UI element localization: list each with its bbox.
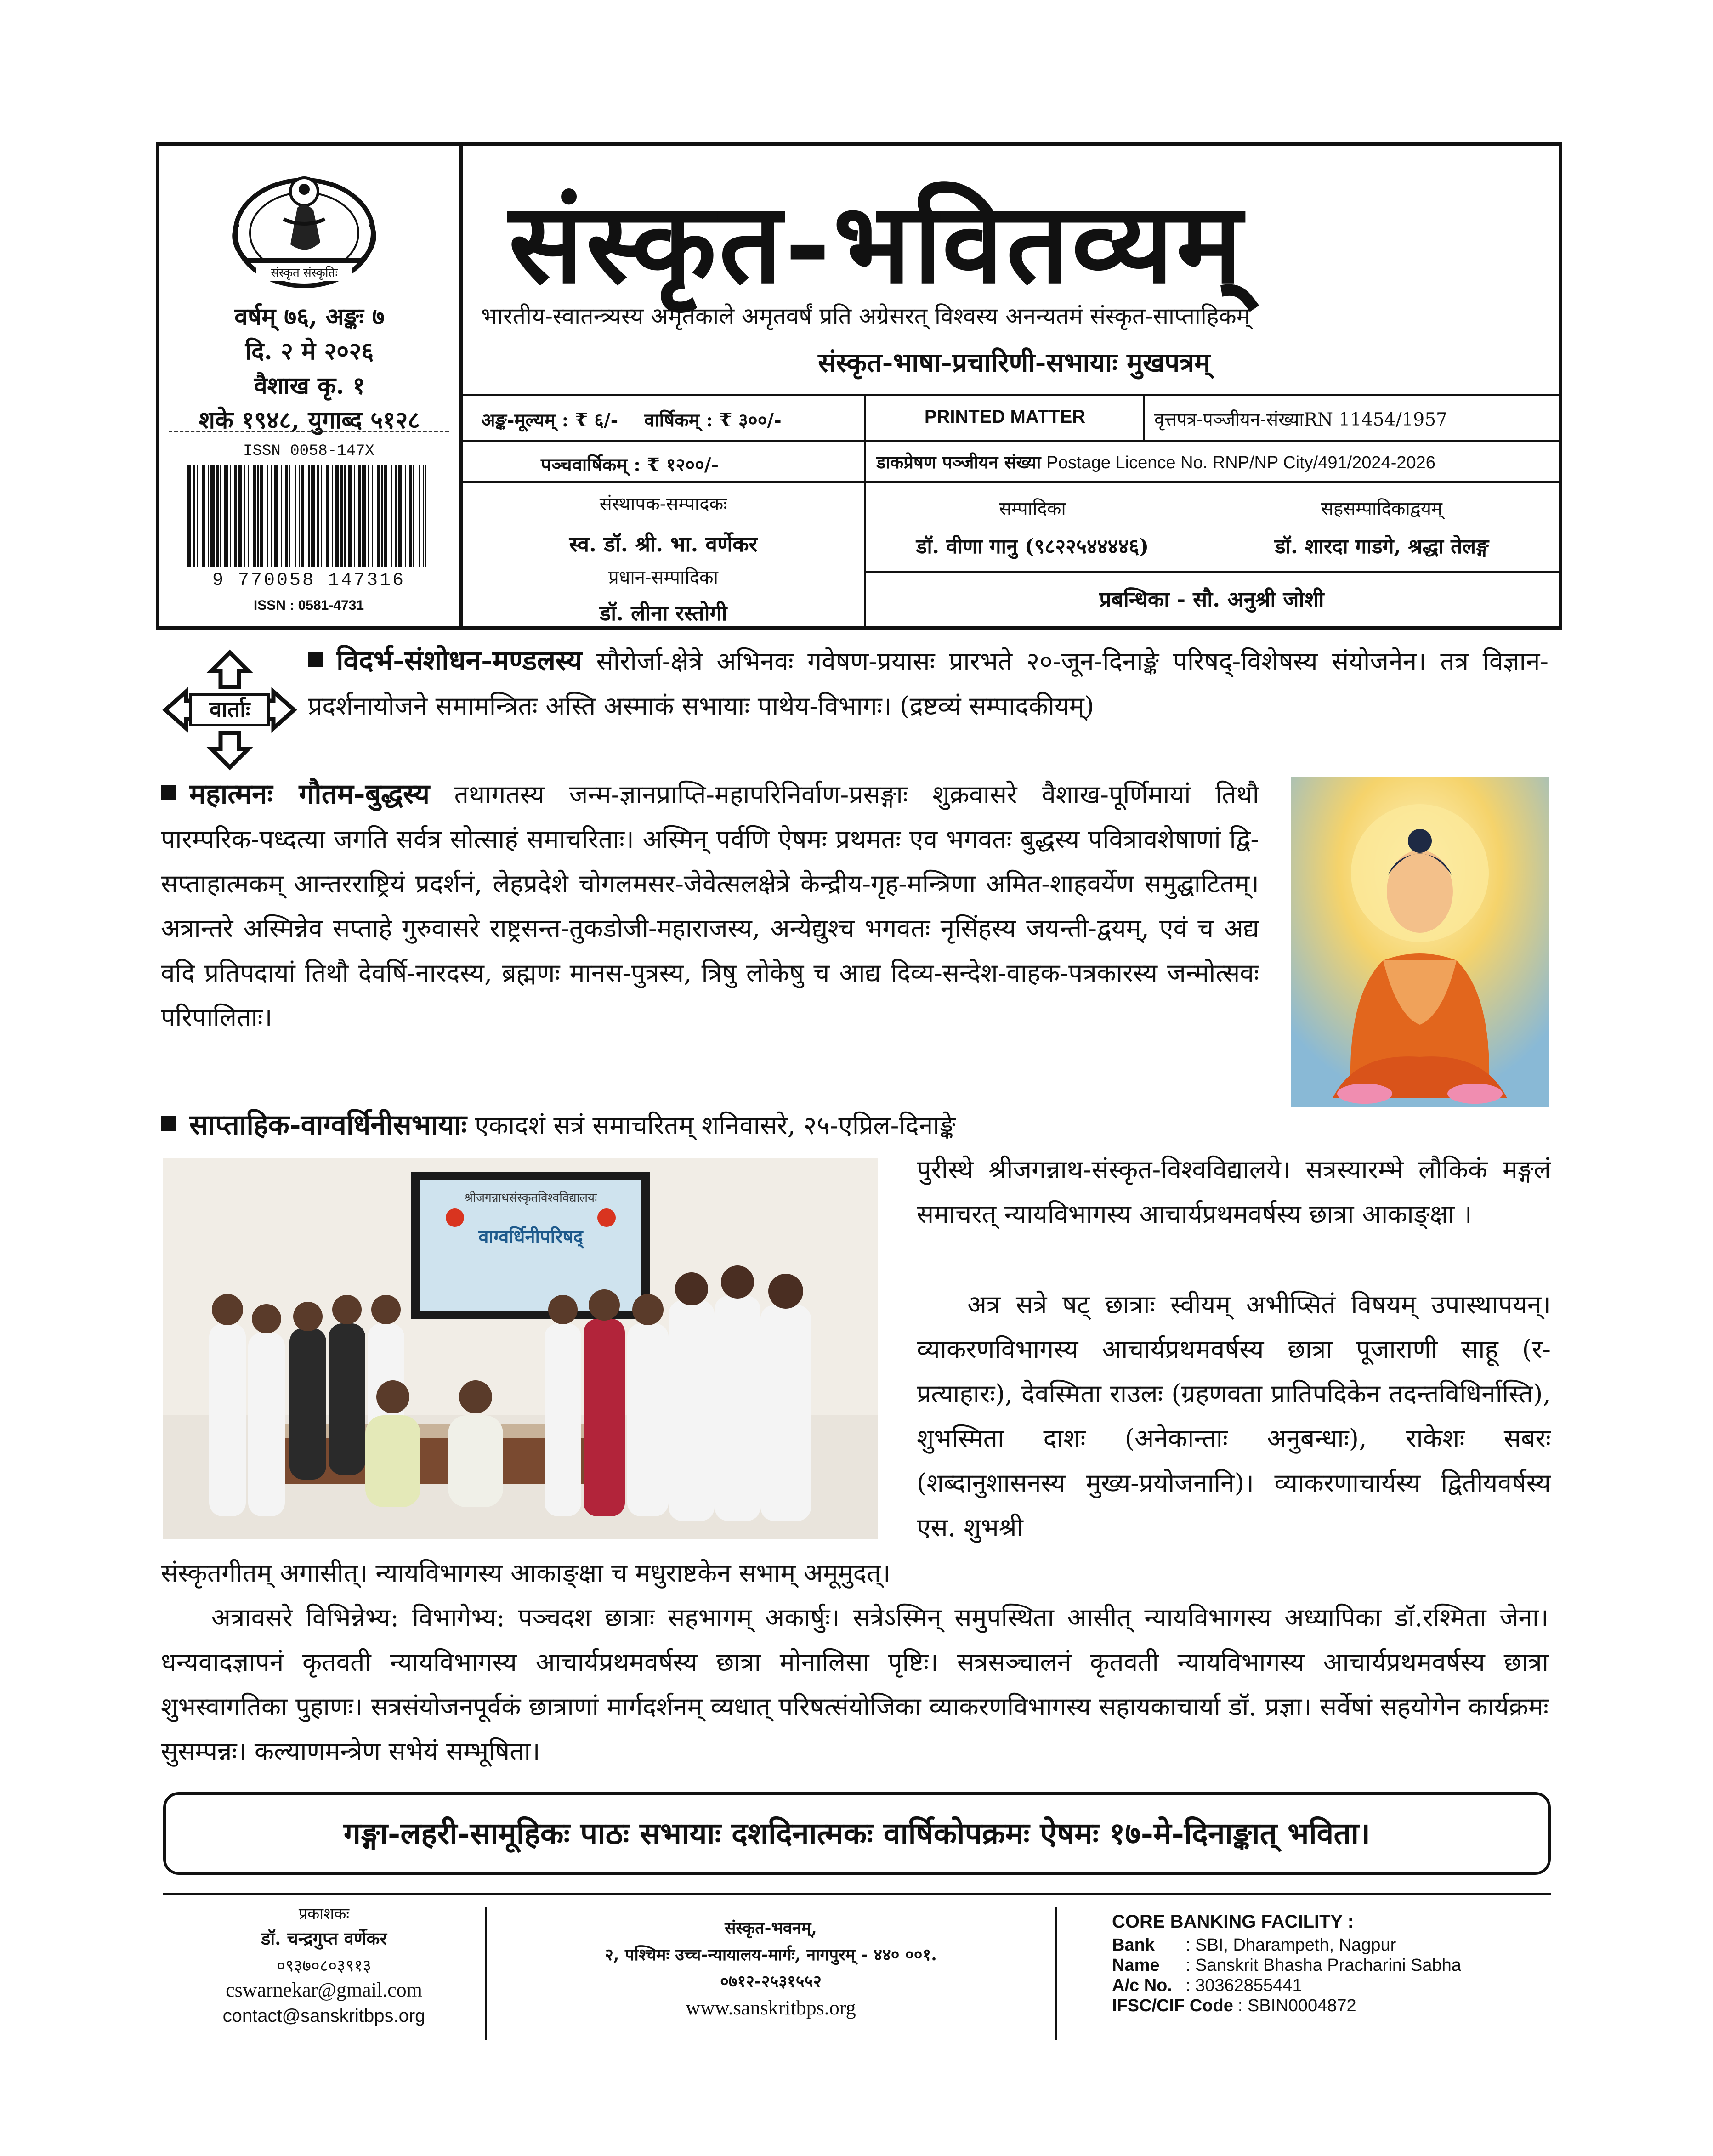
barcode-bar (354, 465, 355, 567)
issue-era: शके १९४८, युगाब्द ५१२८ (199, 406, 420, 434)
bank-row-value: : SBIN0004872 (1237, 1996, 1356, 2015)
grid-line (459, 481, 1562, 483)
registration-number: वृत्तपत्र-पञ्जीयन-संख्याRN 11454/1957 (1154, 409, 1447, 430)
issue-price: अङ्क-मूल्यम् : ₹ ६/- (481, 409, 618, 431)
barcode-bar (384, 465, 387, 567)
news-item-3-side-1: पुरीस्थे श्रीजगन्नाथ-संस्कृत-विश्वविद्यालये। सत्रस्यारम्भे लौकिकं मङ्गलं समाचरत् न्यायविभागस्य आचार्यप्रथमवर्षस्य छात्रा आकाङ्क्षा । (917, 1155, 1551, 1229)
bank-row (1112, 1956, 1461, 1975)
barcode-bar (253, 465, 256, 567)
barcode-bar (193, 465, 195, 567)
manager: प्रबन्धिका - सौ. अनुश्री जोशी (1099, 587, 1324, 612)
barcode-bar (299, 465, 300, 567)
office-name: संस्कृत-भवनम्, (725, 1918, 817, 1938)
five-year-price: पञ्चवार्षिकम् : ₹ १२००/- (541, 454, 719, 476)
barcode-bar (413, 465, 414, 567)
issue-month: वैशाख कृ. १ (254, 372, 365, 400)
chief-editor-name: डॉ. लीना रस्तोगी (599, 601, 727, 625)
bank-row-label: Bank (1112, 1935, 1155, 1955)
barcode-number: 9 770058 147316 (212, 570, 406, 591)
barcode-bar (224, 465, 228, 567)
buddha-image (1291, 777, 1549, 1107)
editor-name: डॉ. वीणा गानु (९८२२५४४४४६) (916, 535, 1149, 558)
news-item-2-body: तथागतस्य जन्म-ज्ञानप्राप्ति-महापरिनिर्वाण-प्रसङ्गाः शुक्रवासरे वैशाख-पूर्णिमायां तिथौ पारम्परिक-पध्दत्या जगति सर्वत्र सोत्साहं समाचरिताः। अस्मिन् पर्वणि ऐषमः प्रथमतः एव भगवतः बुद्धस्य पवित्रावशेषाणां द्वि-सप्ताहात्मकम् आन्तरराष्ट्रियं प्रदर्शनं, लेहप्रदेशे चोगलमसर-जेवेत्सलक्षेत्रे केन्द्रीय-गृह-मन्त्रिणा अमित-शाहवर्येण समुद्घाटितम्। अत्रान्तरे अस्मिन्नेव सप्ताहे गुरुवासरे राष्ट्रसन्त-तुकडोजी-महाराजस्य, अन्येद्युश्च भगवतः नृसिंहस्य जयन्ती-द्वयम्, एवं च अद्य वदि प्रतिपदायां तिथौ देवर्षि-नारदस्य, ब्रह्मणः मानस-पुत्रस्य, त्रिषु लोकेषु च आद्य दिव्य-सन्देश-वाहक-पत्रकारस्य जन्मोत्सवः परिपालिताः। (161, 780, 1259, 1032)
barcode-bar (271, 465, 272, 567)
barcode-bar (285, 465, 288, 567)
bank-row-label: Name (1112, 1956, 1160, 1975)
news-item-3-full-1: संस्कृतगीतम् अगासीत्। न्यायविभागस्य आकाङ्क्षा च मधुराष्टकेन सभाम् अमूमुदत्। (161, 1558, 891, 1588)
publisher-email-2[interactable]: contact@sanskritbps.org (222, 2006, 425, 2026)
footer-column-divider (1055, 1907, 1057, 2040)
grid-line (864, 394, 866, 626)
barcode-bar (409, 465, 412, 567)
barcode-bar (348, 465, 352, 567)
newspaper-title: संस्कृत-भवितव्यम् (509, 178, 1245, 308)
publisher-label: प्रकाशकः (298, 1905, 350, 1923)
bank-row (1112, 1935, 1396, 1955)
sabha-emblem-icon (228, 164, 380, 297)
grid-line (864, 571, 1562, 573)
news-item-3-lead (161, 1103, 1549, 1148)
postage-licence: Postage Licence No. RNP/NP City/491/2024-2026 (1046, 453, 1435, 472)
barcode-bar (340, 465, 343, 567)
barcode-bar (230, 465, 231, 567)
barcode-bar (202, 465, 205, 567)
publisher-email-1[interactable]: cswarnekar@gmail.com (226, 1979, 422, 2001)
svg-text:संस्कृत संस्कृतिः: संस्कृत संस्कृतिः (271, 266, 338, 280)
barcode-bar (419, 465, 420, 567)
barcode-bar (208, 465, 209, 567)
news-item-3-heading: साप्ताहिक-वाग्वर्धिनीसभायाः (189, 1109, 467, 1141)
announcement-banner (163, 1792, 1551, 1875)
barcode-bar (335, 465, 339, 567)
barcode-bar (395, 465, 397, 567)
chief-editor-label: प्रधान-सम्पादिका (608, 567, 718, 588)
barcode-bar (216, 465, 219, 567)
news-item-1-intro (308, 639, 1549, 728)
barcode-bar (425, 465, 426, 567)
barcode-bar (344, 465, 346, 567)
news-item-1-body: सौरोर्जा-क्षेत्रे अभिनवः गवेषण-प्रयासः प्रारभते २०-जून-दिनाङ्के परिषद्-विशेषस्य संयोजनेन। तत्र विज्ञान-प्रदर्शनायोजने समामन्त्रितः अस्ति अस्माकं सभायाः पाथेय-विभागः। (द्रष्टव्यं सम्पादकीयम्) (308, 647, 1549, 721)
bank-row-value: : SBI, Dharampeth, Nagpur (1185, 1935, 1396, 1955)
barcode-bar (281, 465, 282, 567)
barcode-bars (187, 465, 426, 567)
office-phone: ०७१२-२५३१५५२ (720, 1972, 822, 1991)
barcode-bar (423, 465, 424, 567)
bank-row-label: IFSC/CIF Code (1112, 1996, 1233, 2015)
barcode-bar (368, 465, 369, 567)
publisher-name: डॉ. चन्द्रगुप्त वर्णेकर (261, 1928, 387, 1949)
news-item-3-side-2-text: अत्र सत्रे षट् छात्राः स्वीयम् अभीप्सितं विषयम् उपास्थापयन्। व्याकरणविभागस्य आचार्यप्रथमवर्षस्य छात्रा पूजाराणी साहू (र-प्रत्याहारः), देवस्मिता राउलः (ग्रहणवता प्रातिपदिकेन तदन्तविधिर्नास्ति), शुभस्मिता दाशः (अनेकान्ताः अनुबन्धाः), राकेशः सबरः (शब्दानुशासनस्य मुख्य-प्रयोजनानि)। व्याकरणाचार्यस्य द्वितीयवर्षस्य एस. शुभश्री (917, 1290, 1551, 1542)
bank-row-label: A/c No. (1112, 1976, 1172, 1995)
photo-screen-line2: वाग्वर्धिनीपरिषद् (478, 1226, 583, 1248)
news-item-2 (161, 772, 1259, 1040)
barcode-bar (311, 465, 315, 567)
issn-bottom: ISSN : 0581-4731 (253, 598, 364, 613)
barcode-bar (358, 465, 361, 567)
masthead-left-column (159, 146, 463, 626)
barcode-bar (197, 465, 198, 567)
bank-row-value: : Sanskrit Bhasha Pracharini Sabha (1185, 1956, 1461, 1975)
grid-line (459, 394, 1562, 396)
varta-news-icon (161, 648, 299, 772)
barcode-bar (391, 465, 392, 567)
barcode-bar (381, 465, 383, 567)
founder-label: संस्थापक-सम्पादकः (599, 494, 727, 515)
barcode-bar (398, 465, 402, 567)
news-item-3-lead-text: एकादशं सत्रं समाचरितम् शनिवासरे, २५-एप्रिल-दिनाङ्के (475, 1111, 956, 1140)
barcode-bar (317, 465, 319, 567)
barcode-bar (187, 465, 191, 567)
grid-line (459, 440, 1562, 442)
tagline: भारतीय-स्वातन्त्र्यस्य अमृतकाले अमृतवर्षं प्रति अग्रेसरत् विश्वस्य अनन्यतमं संस्कृत-साप्ताहिकम् (481, 303, 1250, 329)
barcode-bar (326, 465, 329, 567)
barcode-bar (308, 465, 310, 567)
barcode-bar (260, 465, 263, 567)
publisher-phone: ०९३७०८०३९१३ (277, 1957, 371, 1975)
barcode-bar (362, 465, 366, 567)
news-item-2-heading: महात्मनः गौतम-बुद्धस्य (189, 778, 430, 810)
subtitle: संस्कृत-भाषा-प्रचारिणी-सभायाः मुखपत्रम् (818, 347, 1210, 378)
founder-name: स्व. डॉ. श्री. भा. वर्णेकर (569, 532, 758, 556)
barcode-bar (220, 465, 221, 567)
news-item-3-side-2 (917, 1282, 1551, 1550)
barcode-bar (332, 465, 333, 567)
editor-label: सम्पादिका (999, 498, 1066, 519)
news-item-3-full-2 (161, 1595, 1549, 1774)
bank-row (1112, 1976, 1302, 1996)
issue-volume: वर्षम् ७६, अङ्कः ७ (234, 303, 385, 331)
news-item-1-heading: विदर्भ-संशोधन-मण्डलस्य (336, 645, 583, 677)
photo-screen-line1: श्रीजगन्नाथसंस्कृतविश्वविद्यालयः (464, 1191, 597, 1205)
barcode-bar (274, 465, 278, 567)
issn-top: ISSN 0058-147X (243, 443, 374, 460)
website-link[interactable]: www.sanskritbps.org (686, 1997, 856, 2019)
barcode-bar (210, 465, 215, 567)
bank-heading: CORE BANKING FACILITY : (1112, 1912, 1354, 1932)
bank-row-value: : 30362855441 (1185, 1976, 1302, 1995)
barcode-bar (248, 465, 249, 567)
barcode-bar (257, 465, 259, 567)
varta-label: वार्ताः (209, 697, 250, 722)
bank-row (1112, 1996, 1356, 2016)
barcode-bar (289, 465, 290, 567)
footer-divider (163, 1893, 1551, 1895)
annual-price: वार्षिकम् : ₹ ३००/- (644, 409, 782, 431)
barcode-bar (321, 465, 322, 567)
coeditors-names: डॉ. शारदा गाडगे, श्रद्धा तेलङ्ग (1275, 535, 1489, 558)
coeditors-label: सहसम्पादिकाद्वयम् (1321, 498, 1442, 519)
grid-line (1143, 394, 1145, 440)
barcode (169, 431, 449, 625)
group-photo (163, 1158, 878, 1539)
masthead (156, 142, 1562, 630)
barcode-bar (372, 465, 373, 567)
barcode-bar (267, 465, 268, 567)
barcode-bar (405, 465, 406, 567)
printed-matter: PRINTED MATTER (924, 407, 1086, 427)
office-address: २, पश्चिमः उच्च-न्यायालय-मार्गः, नागपुरम् - ४४० ००१. (605, 1945, 937, 1964)
barcode-bar (244, 465, 245, 567)
issue-date: दि. २ मे २०२६ (245, 337, 374, 365)
barcode-bar (234, 465, 237, 567)
barcode-bar (377, 465, 380, 567)
postage-label: डाकप्रेषण पञ्जीयन संख्या (876, 452, 1041, 472)
barcode-bar (295, 465, 296, 567)
news-item-3-full-2-text: अत्रावसरे विभिन्नेभ्य: विभागेभ्य: पञ्चदश छात्राः सहभागम् अकार्षुः। सत्रेऽस्मिन् समुपस्थिता आसीत् न्यायविभागस्य अध्यापिका डॉ.रश्मिता जेना। धन्यवादज्ञापनं कृतवती न्यायविभागस्य आचार्यप्रथमवर्षस्य छात्रा मोनालिसा पृष्टिः। सत्रसञ्चालनं कृतवती न्यायविभागस्य आचार्यप्रथमवर्षस्य छात्रा शुभस्वागतिका पुहाणः। सत्रसंयोजनपूर्वकं छात्राणां मार्गदर्शनम् व्यधात् परिषत्संयोजिका व्याकरणविभागस्य सहायकाचार्या डॉ. प्रज्ञा। सर्वेषां सहयोगेन कार्यक्रमः सुसम्पन्नः। कल्याणमन्त्रेण सभेयं सम्भूषिता। (161, 1603, 1549, 1766)
announcement-text: गङ्गा-लहरी-सामूहिकः पाठः सभायाः दशदिनात्मकः वार्षिकोपक्रमः ऐषमः १७-मे-दिनाङ्कात् भविता। (343, 1816, 1371, 1851)
barcode-bar (301, 465, 304, 567)
barcode-bar (238, 465, 242, 567)
